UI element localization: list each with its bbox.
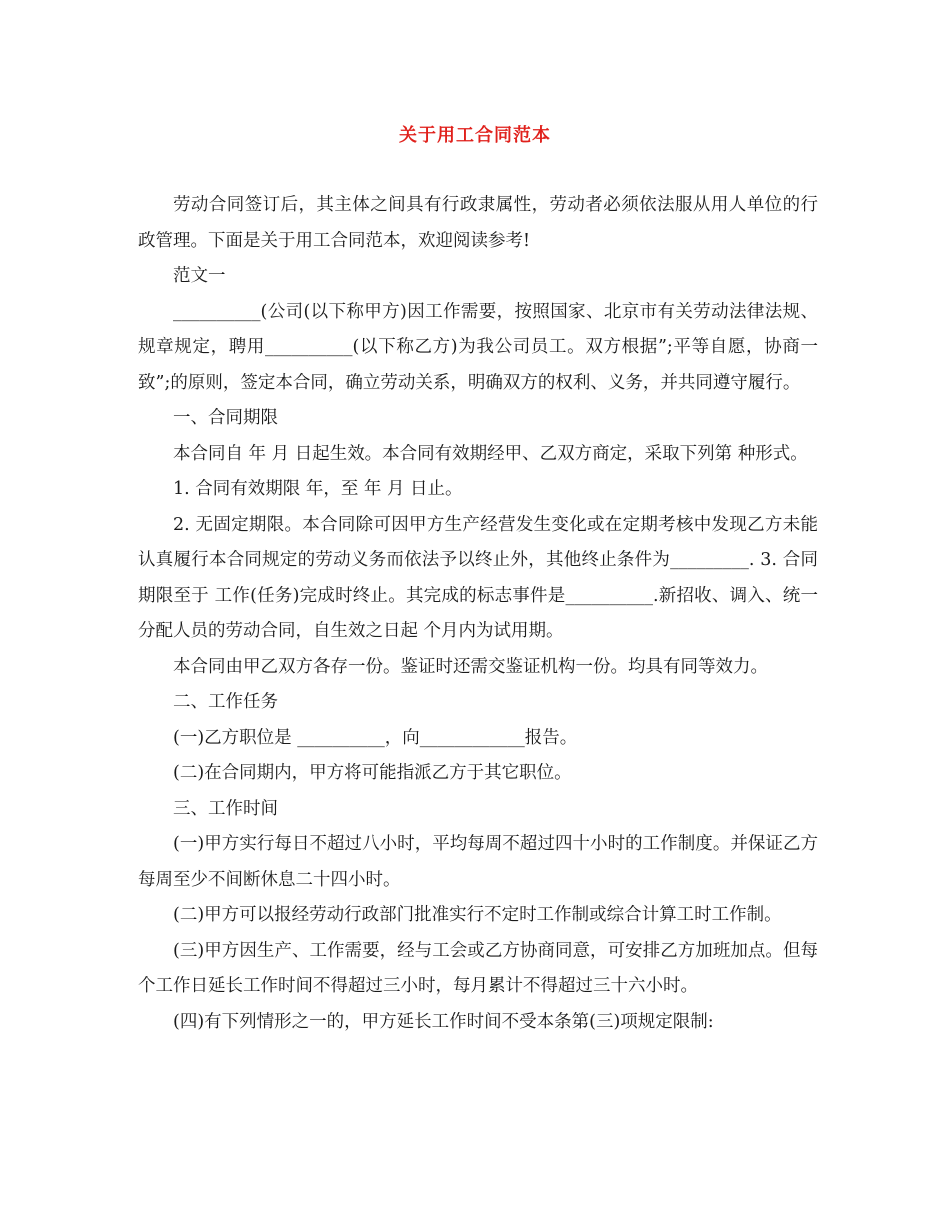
document-body [138, 188, 818, 1040]
paragraph: (四)有下列情形之一的，甲方延长工作时间不受本条第(三)项规定限制: [173, 1011, 714, 1032]
section-label: 范文一 [173, 266, 226, 286]
paragraph: (一)乙方职位是 __________，向____________报告。 [173, 727, 578, 748]
paragraph: (二)甲方可以报经劳动行政部门批准实行不定时工作制或综合计算工时工作制。 [173, 905, 782, 925]
paragraph: (三)甲方因生产、工作需要，经与工会或乙方协商同意，可安排乙方加班加点。但每个工作日延长工作时间不得超过三小时，每月累计不得超过三十六小时。 [138, 940, 818, 996]
section-heading: 二、工作任务 [173, 692, 278, 712]
section-heading: 三、工作时间 [173, 798, 278, 819]
paragraph: (一)甲方实行每日不超过八小时，平均每周不超过四十小时的工作制度。并保证乙方每周至少不间断休息二十四小时。 [138, 834, 818, 890]
section-heading: 一、合同期限 [173, 408, 278, 428]
document-title: 关于用工合同范本 [399, 125, 551, 146]
paragraph: 本合同自 年 月 日起生效。本合同有效期经甲、乙双方商定，采取下列第 种形式。 [173, 443, 808, 464]
paragraph: 2. 无固定期限。本合同除可因甲方生产经营发生变化或在定期考核中发现乙方未能认真履行本合同规定的劳动义务而依法予以终止外，其他终止条件为_________. 3. 合同期限至于 工作(任务)完成时终止。其完成的标志事件是__________.新招收、调入、统一分配人员的劳动合同，自生效之日起 个月内为试用期。 [138, 514, 818, 641]
paragraph: 1. 合同有效期限 年，至 年 月 日止。 [173, 479, 463, 499]
paragraph: (二)在合同期内，甲方将可能指派乙方于其它职位。 [173, 763, 572, 783]
paragraph: 劳动合同签订后，其主体之间具有行政隶属性，劳动者必须依法服从用人单位的行政管理。下面是关于用工合同范本，欢迎阅读参考! [138, 195, 818, 251]
paragraph: 本合同由甲乙双方各存一份。鉴证时还需交鉴证机构一份。均具有同等效力。 [173, 656, 768, 677]
paragraph: __________(公司(以下称甲方)因工作需要，按照国家、北京市有关劳动法律法规、规章规定，聘用__________(以下称乙方)为我公司员工。双方根据”;平等自愿，协商一致”;的原则，签定本合同，确立劳动关系，明确双方的权利、义务，并共同遵守履行。 [138, 301, 818, 393]
